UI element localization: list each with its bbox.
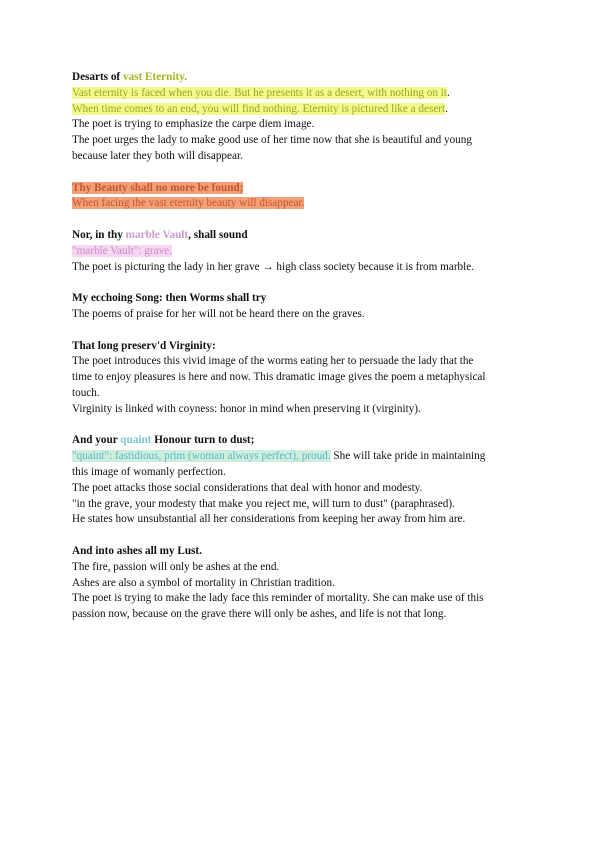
- heading-text: Desarts of: [72, 71, 123, 83]
- note-line: [72, 449, 540, 465]
- note-line: because later they both will disappear.: [72, 149, 243, 162]
- section-quaint-honour: [72, 433, 540, 528]
- heading-text: Honour turn to dust;: [151, 434, 255, 447]
- note-line: [72, 196, 540, 212]
- section-marble-vault: [72, 228, 540, 275]
- text-fragment: .: [447, 86, 450, 99]
- section-ashes: [72, 544, 540, 623]
- text-fragment: She will take pride in maintaining: [330, 450, 486, 463]
- note-line: [72, 102, 540, 118]
- note-line: [72, 86, 540, 102]
- note-line: The poet urges the lady to make good use of her time now that she is beautiful and young: [72, 134, 472, 147]
- highlighted-text: "marble Vault": grave.: [72, 244, 172, 257]
- note-line: time to enjoy pleasures is here and now. This dramatic image gives the poem a metaphysical: [72, 371, 486, 384]
- note-line: Virginity is linked with coyness: honor in mind when preserving it (virginity).: [72, 402, 421, 415]
- section-ecchoing-song: [72, 291, 540, 323]
- note-line: Ashes are also a symbol of mortality in Christian tradition.: [72, 576, 335, 589]
- section-heading: [72, 433, 540, 449]
- highlighted-phrase: marble Vault: [125, 228, 189, 241]
- section-heading: [72, 70, 540, 86]
- note-line: The poet is picturing the lady in her grave → high class society because it is from marble.: [72, 260, 475, 273]
- note-line: The poet is trying to emphasize the carpe diem image.: [72, 118, 315, 131]
- section-heading: My ecchoing Song: then Worms shall try: [72, 292, 267, 305]
- note-line: The fire, passion will only be ashes at the end.: [72, 560, 280, 573]
- heading-text: And your: [72, 434, 121, 447]
- heading-text: Nor, in thy: [72, 228, 126, 241]
- highlighted-heading: Thy Beauty shall no more be found;: [72, 181, 244, 194]
- highlighted-phrase: vast Eternity.: [122, 71, 187, 83]
- note-line: The poet attacks those social considerations that deal with honor and modesty.: [72, 481, 423, 494]
- note-line: touch.: [72, 386, 100, 399]
- highlighted-phrase: quaint: [120, 434, 152, 447]
- text-fragment: .: [445, 102, 448, 115]
- note-line: The poet is trying to make the lady face this reminder of mortality. She can make use of this: [72, 592, 484, 605]
- section-virginity: [72, 339, 540, 418]
- heading-text: , shall sound: [188, 228, 248, 241]
- note-line: The poet introduces this vivid image of the worms eating her to persuade the lady that the: [72, 355, 474, 368]
- section-heading: [72, 228, 540, 244]
- note-line: The poems of praise for her will not be heard there on the graves.: [72, 307, 365, 320]
- highlighted-text: When facing the vast eternity beauty will disappear.: [72, 197, 305, 210]
- note-line: He states how unsubstantial all her considerations from keeping her away from him are.: [72, 513, 466, 526]
- note-line: "in the grave, your modesty that make you reject me, will turn to dust" (paraphrased).: [72, 497, 455, 510]
- highlighted-text: Vast eternity is faced when you die. But he presents it as a desert, with nothing on it: [72, 86, 448, 99]
- highlighted-text: When time comes to an end, you will find nothing. Eternity is pictured like a desert: [72, 102, 446, 115]
- note-line: this image of womanly perfection.: [72, 465, 226, 478]
- section-heading: And into ashes all my Lust.: [72, 544, 202, 557]
- section-vast-eternity: [72, 70, 540, 165]
- section-heading: [72, 181, 540, 197]
- note-line: passion now, because on the grave there will only be ashes, and life is not that long.: [72, 608, 447, 621]
- highlighted-text: "quaint": fastidious, prim (woman always perfect), proud.: [72, 450, 331, 463]
- note-line: [72, 244, 540, 260]
- section-beauty: [72, 181, 540, 213]
- section-heading: That long preserv'd Virginity:: [72, 339, 216, 352]
